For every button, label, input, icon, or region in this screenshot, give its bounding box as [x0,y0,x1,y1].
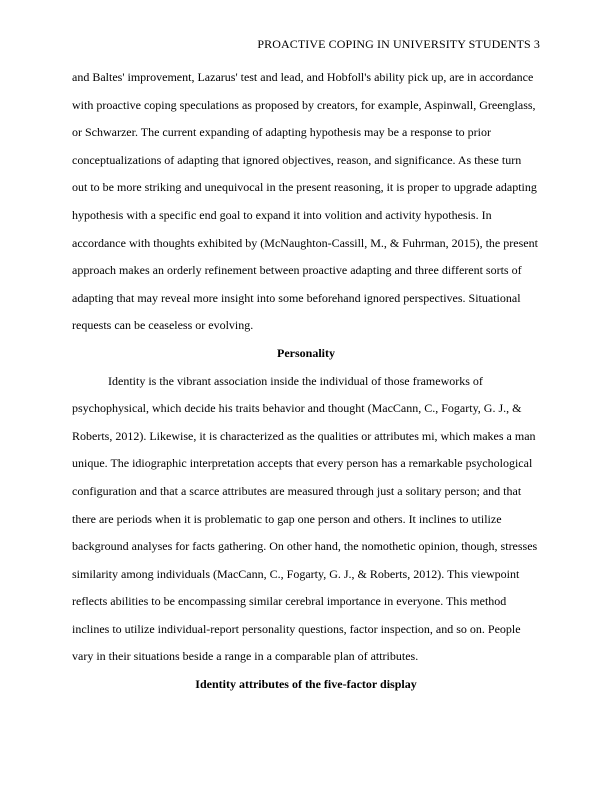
text-line: accordance with thoughts exhibited by (McNaughton-Cassill, M., & Fuhrman, 2015), the present [72,235,538,250]
text-line: out to be more striking and unequivocal in the present reasoning, it is proper to upgrade adapting [72,180,537,195]
text-line: or Schwarzer. The current expanding of adapting hypothesis may be a response to prior [72,125,491,140]
text-line: hypothesis with a specific end goal to expand it into volition and activity hypothesis. In [72,207,492,222]
text-line: there are periods when it is problematic to gap one person and others. It inclines to utilize [72,511,502,526]
text-line: Roberts, 2012). Likewise, it is characterized as the qualities or attributes mi, which makes a man [72,428,536,443]
text-line: requests can be ceaseless or evolving. [72,318,254,333]
text-line: unique. The idiographic interpretation accepts that every person has a remarkable psychological [72,456,533,471]
text-line: approach makes an orderly refinement between proactive adapting and three different sorts of [72,263,522,278]
text-line: background analyses for facts gathering. On other hand, the nomothetic opinion, though, stresses [72,539,538,554]
text-line: conceptualizations of adapting that ignored objectives, reason, and significance. As these turn [72,152,522,167]
paragraph-personality [72,368,540,672]
document-body [72,64,540,699]
text-line: configuration and that a scarce attributes are measured through just a solitary person; and that [72,483,522,498]
text-line: with proactive coping speculations as proposed by creators, for example, Aspinwall, Greenglass, [72,97,536,112]
running-head: PROACTIVE COPING IN UNIVERSITY STUDENTS 3 [257,37,540,51]
text-line: and Baltes' improvement, Lazarus' test and lead, and Hobfoll's ability pick up, are in accordance [72,70,534,84]
text-line: similarity among individuals (MacCann, C., Fogarty, G. J., & Roberts, 2012). This viewpoint [72,566,520,581]
paragraph-continuation [72,64,540,340]
text-line: vary in their situations beside a range in a comparable plan of attributes. [72,649,419,664]
text-line: psychophysical, which decide his traits behavior and thought (MacCann, C., Fogarty, G. J., & [72,401,522,416]
text-line: Identity is the vibrant association inside the individual of those frameworks of [108,373,483,388]
text-line: reflects abilities to be encompassing similar cerebral importance in everyone. This method [72,594,507,609]
text-line: adapting that may reveal more insight into some beforehand ignored perspectives. Situational [72,290,521,305]
text-line: inclines to utilize individual-report personality questions, factor inspection, and so on. People [72,621,521,636]
section-heading-personality: Personality [277,345,335,360]
section-heading-five-factor: Identity attributes of the five-factor display [195,677,417,692]
